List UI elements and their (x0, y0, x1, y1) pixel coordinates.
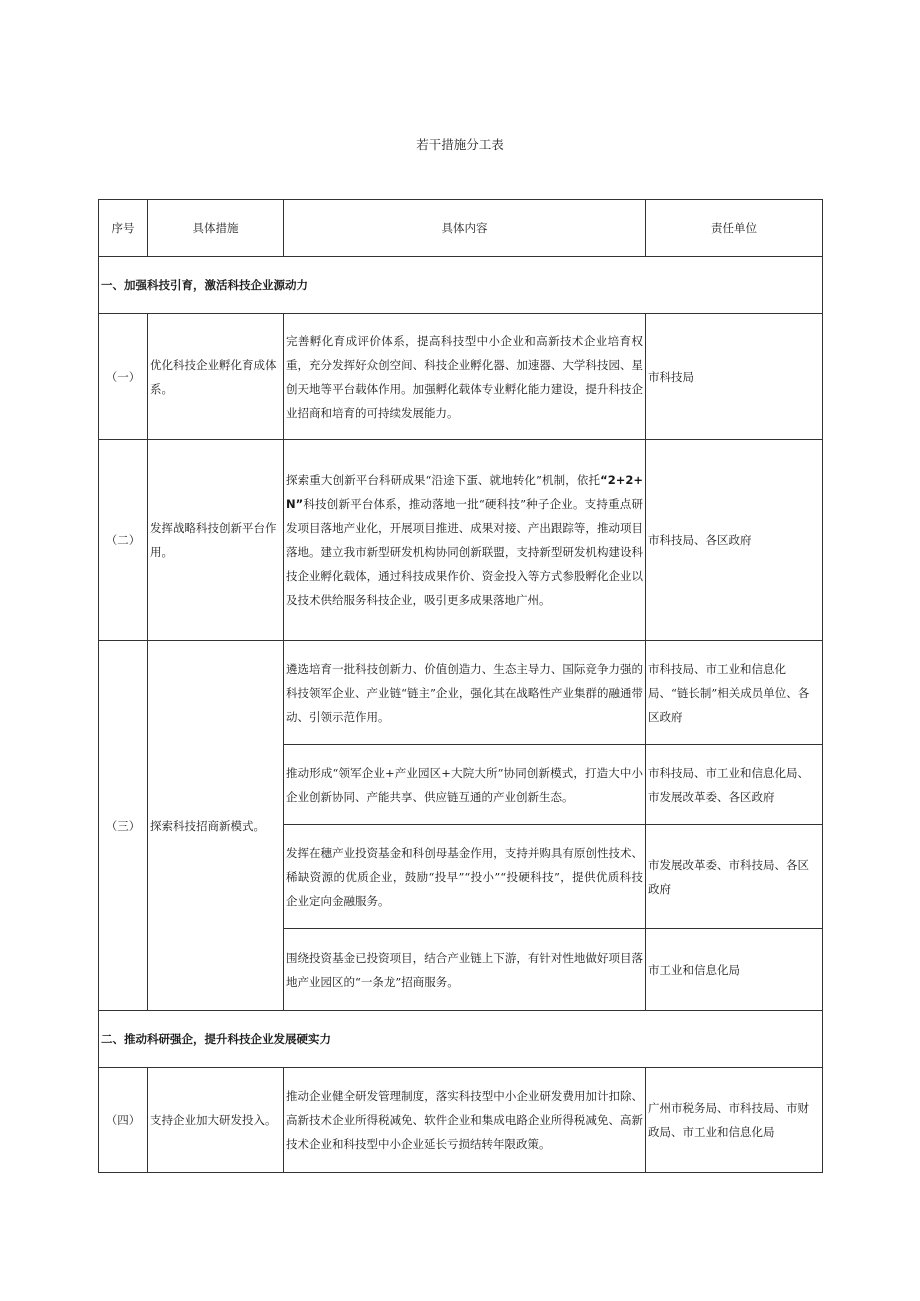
row-unit: 市发展改革委、市科技局、各区政府 (646, 825, 823, 929)
row-unit: 市工业和信息化局 (646, 929, 823, 1011)
row-unit: 市科技局 (646, 314, 823, 440)
table-row (99, 641, 823, 745)
row-content: 发挥在穗产业投资基金和科创母基金作用，支持并购具有原创性技术、稀缺资源的优质企业，鼓励“投早”“投小”“投硬科技”，提供优质科技企业定向金融服务。 (284, 825, 646, 929)
row-unit: 市科技局、市工业和信息化局、“链长制”相关成员单位、各区政府 (646, 641, 823, 745)
row-seq: （四） (99, 1068, 148, 1173)
row-measure: 支持企业加大研发投入。 (148, 1068, 284, 1173)
row-content: 围绕投资基金已投资项目，结合产业链上下游，有针对性地做好项目落地产业园区的“一条龙”招商服务。 (284, 929, 646, 1011)
measures-table (98, 199, 823, 1173)
platform-system-label: “2+2+N” (286, 473, 643, 511)
row-measure: 发挥战略科技创新平台作用。 (148, 440, 284, 641)
header-unit: 责任单位 (646, 200, 823, 257)
row-content: 推动企业健全研发管理制度，落实科技型中小企业研发费用加计扣除、高新技术企业所得税减免、软件企业和集成电路企业所得税减免、高新技术企业和科技型中小企业延长亏损结转年限政策。 (284, 1068, 646, 1173)
header-content: 具体内容 (284, 200, 646, 257)
row-seq: （二） (99, 440, 148, 641)
row-content: 遴选培育一批科技创新力、价值创造力、生态主导力、国际竞争力强的科技领军企业、产业链“链主”企业，强化其在战略性产业集群的融通带动、引领示范作用。 (284, 641, 646, 745)
row-content (284, 440, 646, 641)
row-content: 推动形成“领军企业+产业园区+大院大所”协同创新模式，打造大中小企业创新协同、产能共享、供应链互通的产业创新生态。 (284, 745, 646, 825)
row-measure: 探索科技招商新模式。 (148, 641, 284, 1011)
content-part: 科技创新平台体系，推动落地一批“硬科技”种子企业。支持重点研发项目落地产业化，开展项目推进、成果对接、产出跟踪等，推动项目落地。建立我市新型研发机构协同创新联盟，支持新型研发机构建设科技企业孵化载体，通过科技成果作价、资金投入等方式参股孵化企业以及技术供给服务科技企业，吸引更多成果落地广州。 (286, 497, 643, 607)
header-measure: 具体措施 (148, 200, 284, 257)
content-part: 探索重大创新平台科研成果“沿途下蛋、就地转化”机制，依托 (286, 473, 601, 487)
section-heading-2: 二、推动科研强企，提升科技企业发展硬实力 (99, 1011, 823, 1068)
section-row (99, 1011, 823, 1068)
table-row (99, 440, 823, 641)
table-header-row (99, 200, 823, 257)
table-row (99, 1068, 823, 1173)
row-measure: 优化科技企业孵化育成体系。 (148, 314, 284, 440)
row-unit: 市科技局、各区政府 (646, 440, 823, 641)
section-heading-1: 一、加强科技引育，激活科技企业源动力 (99, 257, 823, 314)
row-unit: 市科技局、市工业和信息化局、市发展改革委、各区政府 (646, 745, 823, 825)
row-unit: 广州市税务局、市科技局、市财政局、市工业和信息化局 (646, 1068, 823, 1173)
row-seq: （三） (99, 641, 148, 1011)
page-title: 若干措施分工表 (416, 137, 504, 152)
section-row (99, 257, 823, 314)
row-content: 完善孵化育成评价体系，提高科技型中小企业和高新技术企业培育权重，充分发挥好众创空间、科技企业孵化器、加速器、大学科技园、星创天地等平台载体作用。加强孵化载体专业孵化能力建设，提升科技企业招商和培育的可持续发展能力。 (284, 314, 646, 440)
header-seq: 序号 (99, 200, 148, 257)
table-row (99, 314, 823, 440)
row-seq: （一） (99, 314, 148, 440)
